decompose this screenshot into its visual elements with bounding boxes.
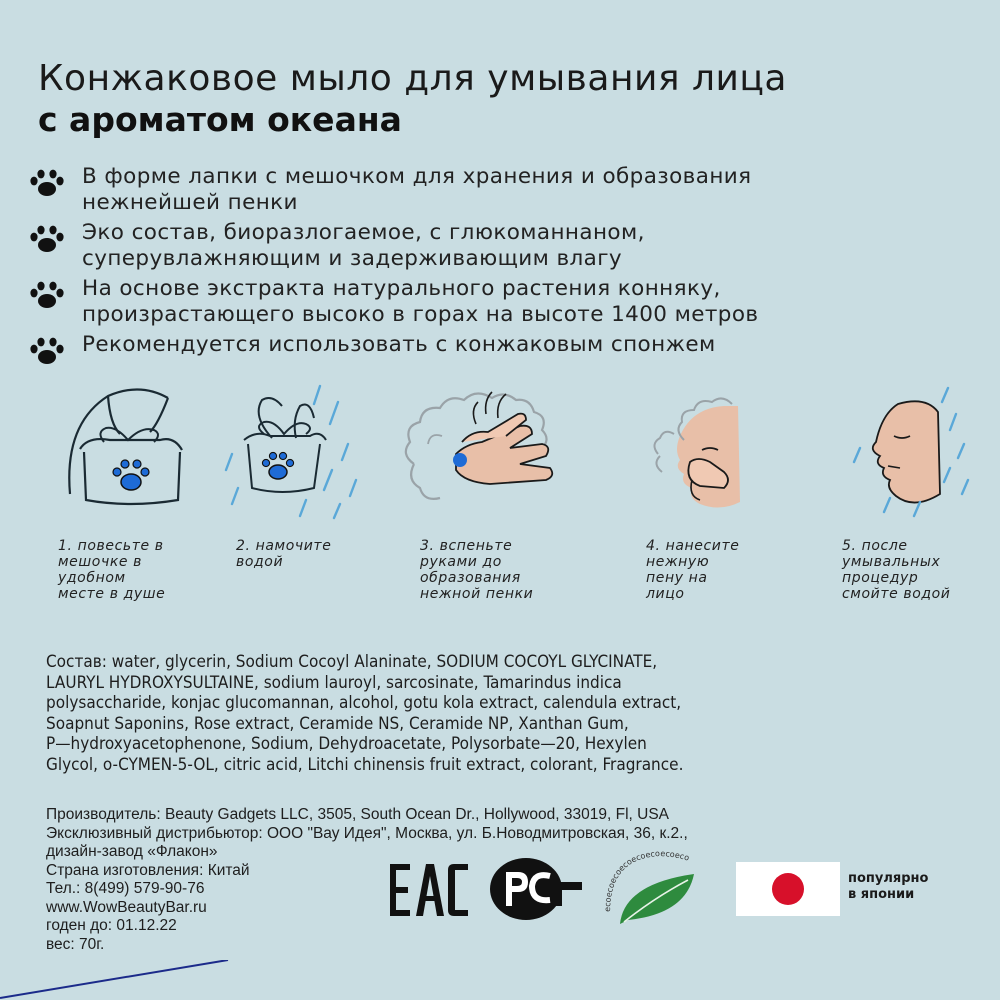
wet-bag-icon	[220, 384, 390, 534]
step-label: 2. намочите водой	[236, 538, 332, 570]
country-text: Страна изготовления: Китай	[46, 861, 250, 879]
manufacturer-text: Производитель: Beauty Gadgets LLC, 3505, South Ocean Dr., Hollywood, 33019, Fl, USA	[46, 806, 669, 823]
page-title: Конжаковое мыло для умывания лица	[38, 58, 787, 99]
website-text: www.WowBeautyBar.ru	[46, 898, 207, 916]
step-label: 5. после умывальных процедур смойте водой	[842, 538, 951, 602]
feature-text: нежнейшей пенки	[82, 190, 298, 215]
popular-text: популярно	[848, 871, 929, 886]
rinse-face-icon	[830, 384, 1000, 534]
step-label: 1. повесьте в мешочке в удобном месте в душе	[58, 538, 166, 602]
feature-text: На основе экстракта натурального растения конняку,	[82, 276, 721, 301]
page-subtitle: с ароматом океана	[38, 100, 402, 139]
ingredients-line: P—hydroxyacetophenone, Sodium, Dehydroacetate, Polysorbate—20, Hexylen	[46, 734, 647, 754]
feature-text: суперувлажняющим и задерживающим влагу	[82, 246, 623, 271]
eco-ring-text: ecoecoecoecoecoecoecoeco	[602, 850, 691, 912]
eac-logo-icon	[388, 862, 470, 918]
expiry-text: годен до: 01.12.22	[46, 917, 177, 934]
phone-text: Тел.: 8(499) 579-90-76	[46, 880, 205, 897]
step-label: 4. нанесите нежную пену на лицо	[646, 538, 740, 602]
apply-face-icon	[640, 384, 810, 534]
paw-icon	[28, 280, 66, 310]
feature-list	[28, 164, 978, 370]
feature-item	[28, 276, 978, 328]
distributor-text: Эксклюзивный дистрибьютор: ООО "Вау Идея", Москва, ул. Б.Новодмитровская, 36, к.2.,	[46, 824, 688, 842]
feature-text: Рекомендуется использовать с конжаковым спонжем	[82, 332, 716, 357]
ingredients-line: LAURYL HYDROXYSULTAINE, sodium lauroyl, sarcosinate, Tamarindus indica	[46, 672, 622, 693]
feature-text: произрастающего высоко в горах на высоте 1400 метров	[82, 302, 759, 327]
step-label: 3. вспеньте руками до образования нежной пенки	[420, 538, 534, 602]
feature-item	[28, 220, 978, 272]
ingredients-block	[46, 652, 976, 775]
hanging-bag-icon	[50, 384, 220, 534]
paw-icon	[28, 168, 66, 198]
popular-text: в японии	[848, 887, 915, 902]
distributor-text: дизайн-завод «Флакон»	[46, 843, 218, 860]
ingredients-line: Состав: water, glycerin, Sodium Cocoyl Alaninate, SODIUM COCOYL GLYCINATE,	[46, 652, 658, 672]
feature-item	[28, 164, 978, 216]
ingredients-line: polysaccharide, konjac glucomannan, alcohol, gotu kola extract, calendula extract,	[46, 693, 682, 713]
feature-item	[28, 332, 978, 366]
paw-icon	[28, 224, 66, 254]
rst-logo-icon	[488, 856, 584, 922]
weight-text: вес: 70г.	[46, 935, 105, 953]
ingredients-line: Glycol, o-CYMEN-5-OL, citric acid, Litchi chinensis fruit extract, colorant, Fragrance.	[46, 754, 684, 775]
popular-in-japan-badge	[848, 871, 928, 903]
japan-flag-icon	[736, 862, 840, 916]
eco-leaf-icon	[602, 850, 718, 930]
feature-text: Эко состав, биоразлогаемое, с глюкоманнаном,	[82, 220, 645, 245]
feature-text: В форме лапки с мешочком для хранения и образования	[82, 164, 752, 189]
paw-icon	[28, 336, 66, 366]
ingredients-line: Soapnut Saponins, Rose extract, Ceramide NS, Ceramide NP, Xanthan Gum,	[46, 713, 629, 734]
foam-hands-icon	[400, 384, 570, 534]
corner-divider	[0, 960, 230, 1000]
